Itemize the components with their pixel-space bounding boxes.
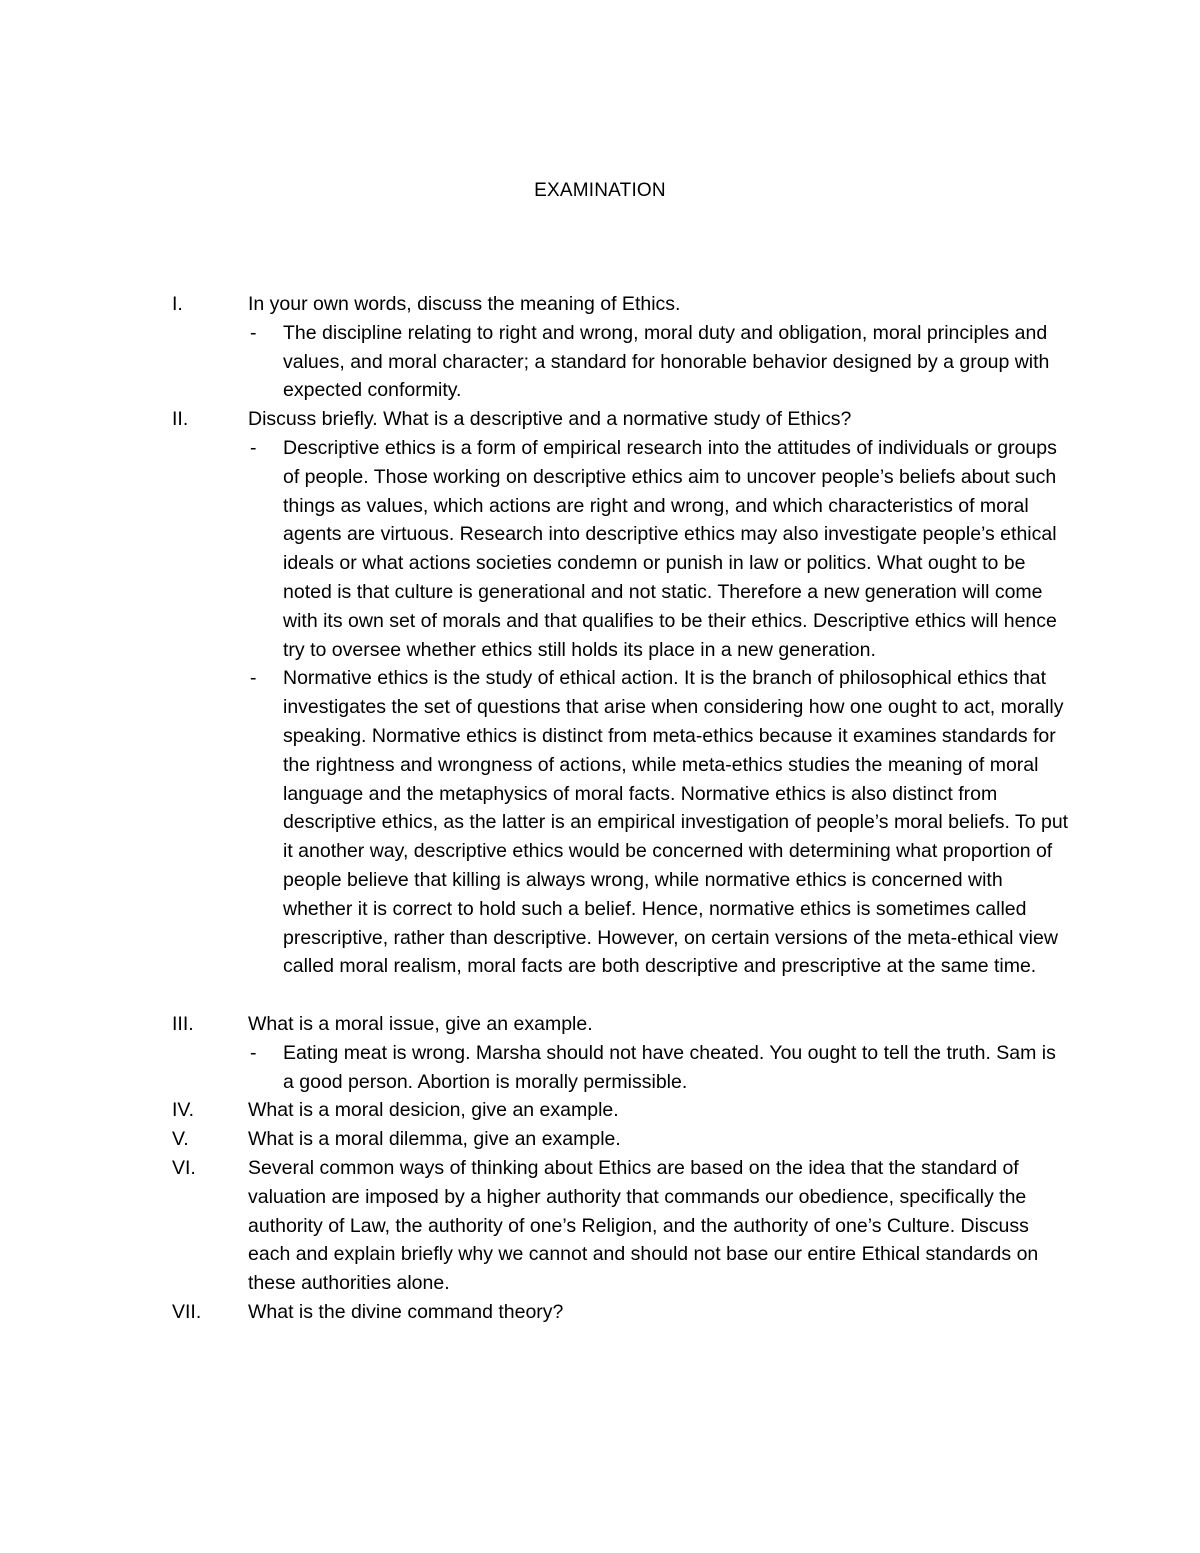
question-numeral: V. [172,1128,189,1151]
answer-item [250,1039,1072,1097]
question-6 [172,1154,1072,1298]
answer-text: The discipline relating to right and wrong, moral duty and obligation, moral principles and values, and moral character; a standard for honorable behavior designed by a group with expected conformity. [283,321,1050,402]
question-text: What is a moral dilemma, give an example. [248,1128,621,1151]
answer-item [250,664,1072,981]
question-numeral: II. [172,408,189,431]
answer-text: Eating meat is wrong. Marsha should not have cheated. You ought to tell the truth. Sam is a good person. Abortion is morally permissible. [283,1041,1056,1093]
dash-bullet: - [250,1041,257,1064]
dash-bullet: - [250,667,257,690]
question-text: What is the divine command theory? [248,1300,564,1323]
question-numeral: III. [172,1012,194,1035]
question-text: In your own words, discuss the meaning of Ethics. [248,293,681,315]
answer-text: Normative ethics is the study of ethical action. It is the branch of philosophical ethics that investigates the set of questions that arise when considering how one ought to act, morally speaking. Normative ethics is distinct from meta-ethics because it examines standards for the rightness and wrongness of actions, while meta-ethics studies the meaning of moral language and the metaphysics of moral facts. Normative ethics is also distinct from descriptive ethics, as the latter is an empirical investigation of people’s moral beliefs. To put it another way, descriptive ethics would be concerned with determining what proportion of people believe that killing is always wrong, while normative ethics is concerned with whether it is correct to hold such a belief. Hence, normative ethics is sometimes called prescriptive, rather than descriptive. However, on certain versions of the meta-ethical view called moral realism, moral facts are both descriptive and prescriptive at the same time. [283,667,1069,978]
question-3 [172,1010,1072,1096]
question-numeral: VI. [172,1156,196,1179]
answer-item [250,434,1072,664]
question-text: Several common ways of thinking about Ethics are based on the idea that the standard of valuation are imposed by a higher authority that commands our obedience, specifically the authority of Law, the authority of one’s Religion, and the authority of one’s Culture. Discuss each and explain briefly why we cannot and should not base our entire Ethical standards on these authorities alone. [248,1156,1039,1295]
question-7 [172,1298,1072,1327]
question-4 [172,1096,1072,1125]
question-2 [172,405,1072,981]
answer-item [250,319,1072,405]
question-list [172,290,1072,1327]
question-5 [172,1125,1072,1154]
question-numeral: IV. [172,1099,195,1122]
dash-bullet: - [250,321,257,344]
page-title: EXAMINATION [534,180,666,201]
question-numeral: I. [172,293,183,315]
question-1 [172,290,1072,405]
question-text: What is a moral issue, give an example. [248,1012,593,1035]
answer-text: Descriptive ethics is a form of empirical research into the attitudes of individuals or groups of people. Those working on descriptive ethics aim to uncover people’s beliefs about such things as values, which actions are right and wrong, and which characteristics of moral agents are virtuous. Research into descriptive ethics may also investigate people’s ethical ideals or what actions societies condemn or punish in law or politics. What ought to be noted is that culture is generational and not static. Therefore a new generation will come with its own set of morals and that qualifies to be their ethics. Descriptive ethics will hence try to oversee whether ethics still holds its place in a new generation. [283,436,1057,661]
question-text: What is a moral desicion, give an example. [248,1099,619,1122]
question-numeral: VII. [172,1300,202,1323]
dash-bullet: - [250,436,257,459]
question-text: Discuss briefly. What is a descriptive and a normative study of Ethics? [248,408,852,431]
